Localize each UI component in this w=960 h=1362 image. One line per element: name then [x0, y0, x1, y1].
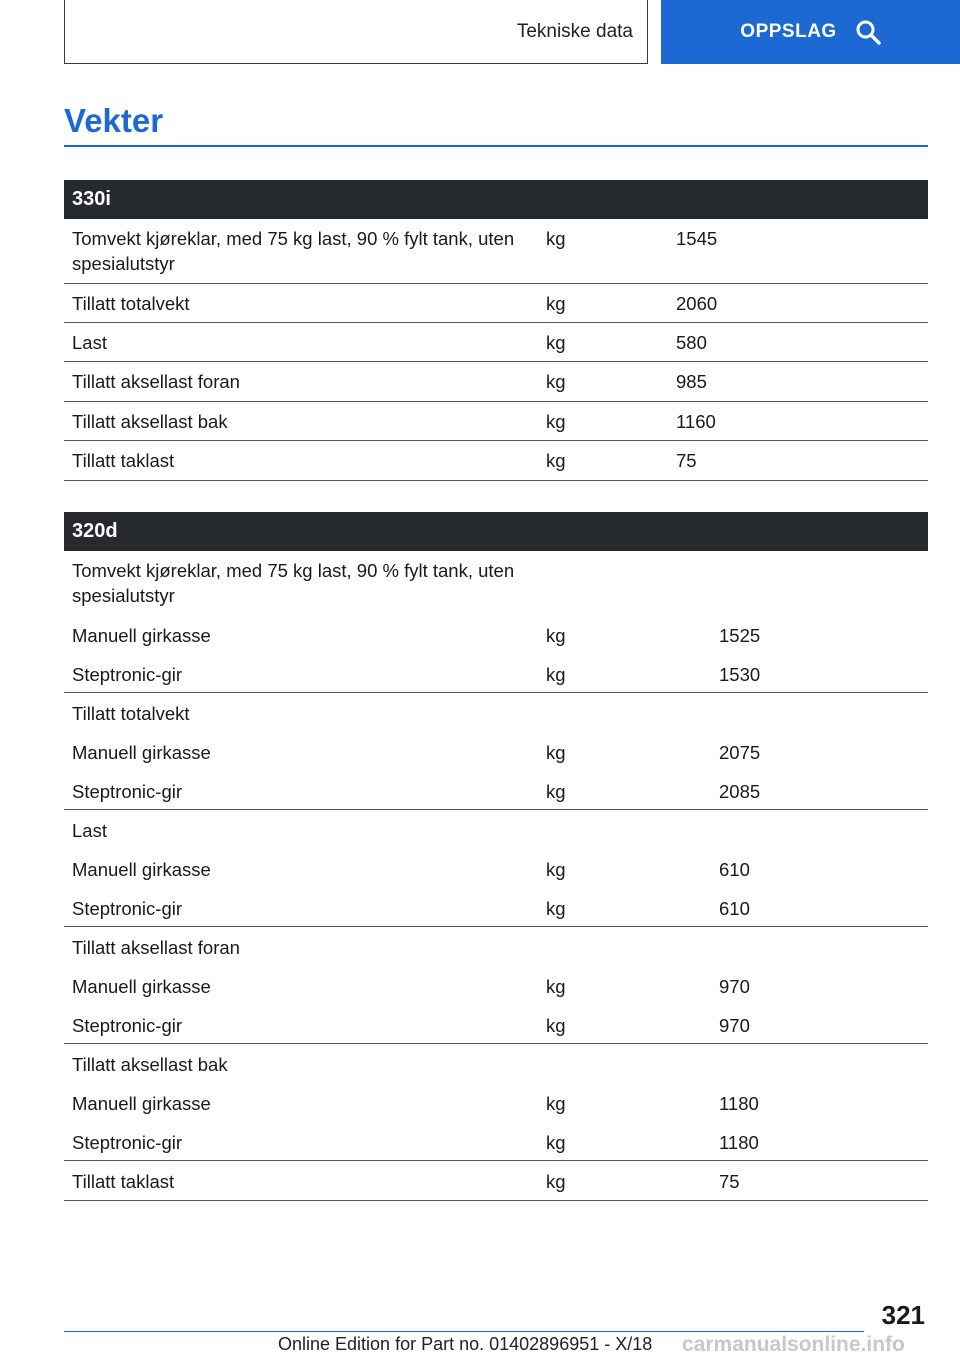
table-row: [64, 732, 928, 771]
table-row: [64, 362, 928, 402]
row-label: Steptronic-gir: [72, 781, 183, 802]
oppslag-button[interactable]: [661, 0, 960, 64]
table-row: [64, 284, 928, 323]
row-unit: kg: [546, 625, 566, 646]
group-label-row: [64, 927, 928, 966]
weights-table-320d: [64, 512, 928, 1201]
row-unit: kg: [546, 1015, 566, 1036]
row-label: Manuell girkasse: [72, 859, 211, 880]
row-unit: kg: [546, 664, 566, 685]
row-value: 2075: [719, 742, 761, 763]
row-value: 580: [676, 332, 707, 353]
row-unit: kg: [546, 898, 566, 919]
row-label: Tomvekt kjøreklar, med 75 kg last, 90 % fylt tank, uten spesialutstyr: [72, 228, 515, 274]
table-row: [64, 1161, 928, 1201]
row-unit: kg: [546, 1093, 566, 1114]
header-section-title: Tekniske data: [516, 20, 633, 42]
row-unit: kg: [546, 450, 566, 471]
row-value: 75: [676, 450, 697, 471]
table-row: [64, 1122, 928, 1161]
oppslag-label: OPPSLAG: [740, 21, 837, 42]
row-unit: kg: [546, 411, 566, 432]
row-unit: kg: [546, 332, 566, 353]
table-row: [64, 323, 928, 362]
row-unit: kg: [546, 371, 566, 392]
row-value: 970: [719, 1015, 750, 1036]
table-row: [64, 849, 928, 888]
group-label: Tillatt totalvekt: [72, 703, 190, 724]
watermark: carmanualsonline.info: [682, 1333, 905, 1356]
table-row: [64, 888, 928, 927]
row-unit: kg: [546, 228, 566, 249]
row-unit: kg: [546, 293, 566, 314]
row-unit: kg: [546, 859, 566, 880]
row-label: Tillatt aksellast bak: [72, 411, 228, 432]
group-label: Last: [72, 820, 107, 841]
page-number: 321: [881, 1300, 925, 1330]
row-unit: kg: [546, 1132, 566, 1153]
row-value: 985: [676, 371, 707, 392]
table-row: [64, 966, 928, 1005]
row-unit: kg: [546, 781, 566, 802]
row-value: 610: [719, 859, 750, 880]
header-section-box: [64, 0, 648, 64]
row-label: Steptronic-gir: [72, 664, 183, 685]
row-value: 1180: [719, 1093, 759, 1114]
group-label-row: [64, 810, 928, 849]
row-value: 2085: [719, 781, 761, 802]
row-label: Steptronic-gir: [72, 1132, 183, 1153]
group-label-row: [64, 1044, 928, 1083]
footer-edition-text: Online Edition for Part no. 01402896951 - X/18: [278, 1334, 653, 1354]
table-row: [64, 441, 928, 481]
table-title: 320d: [64, 512, 928, 551]
row-unit: kg: [546, 742, 566, 763]
row-label: Manuell girkasse: [72, 1093, 211, 1114]
row-label: Tillatt aksellast foran: [72, 371, 240, 392]
table-row: [64, 1005, 928, 1044]
page-title: Vekter: [64, 102, 164, 139]
row-label: Last: [72, 332, 107, 353]
table-row: [64, 615, 928, 654]
table-row: [64, 771, 928, 810]
row-label: Steptronic-gir: [72, 898, 183, 919]
table-title: 330i: [64, 180, 928, 219]
row-value: 75: [719, 1171, 740, 1192]
row-value: 1545: [676, 228, 718, 249]
table-row: [64, 402, 928, 441]
row-value: 970: [719, 976, 750, 997]
row-value: 1530: [719, 664, 761, 685]
weights-table-330i: [64, 180, 928, 481]
row-label: Tillatt taklast: [72, 450, 175, 471]
row-value: 1160: [676, 411, 716, 432]
row-label: Manuell girkasse: [72, 742, 211, 763]
group-label: Tillatt aksellast bak: [72, 1054, 228, 1075]
row-label: Manuell girkasse: [72, 625, 211, 646]
group-label: Tillatt aksellast foran: [72, 937, 240, 958]
row-value: 1525: [719, 625, 761, 646]
group-label: Tomvekt kjøreklar, med 75 kg last, 90 % fylt tank, uten spesialutstyr: [72, 560, 515, 606]
row-label: Manuell girkasse: [72, 976, 211, 997]
row-value: 610: [719, 898, 750, 919]
table-row: [64, 654, 928, 693]
title-rule: [64, 145, 928, 147]
row-label: Tillatt taklast: [72, 1171, 175, 1192]
group-label-row: [64, 551, 928, 615]
group-label-row: [64, 693, 928, 732]
row-label: Tillatt totalvekt: [72, 293, 190, 314]
footer-rule: [64, 1331, 864, 1332]
row-label: Steptronic-gir: [72, 1015, 183, 1036]
row-unit: kg: [546, 976, 566, 997]
search-icon: [855, 19, 881, 45]
table-row: [64, 1083, 928, 1122]
row-value: 2060: [676, 293, 718, 314]
table-row: [64, 219, 928, 284]
row-value: 1180: [719, 1132, 759, 1153]
row-unit: kg: [546, 1171, 566, 1192]
